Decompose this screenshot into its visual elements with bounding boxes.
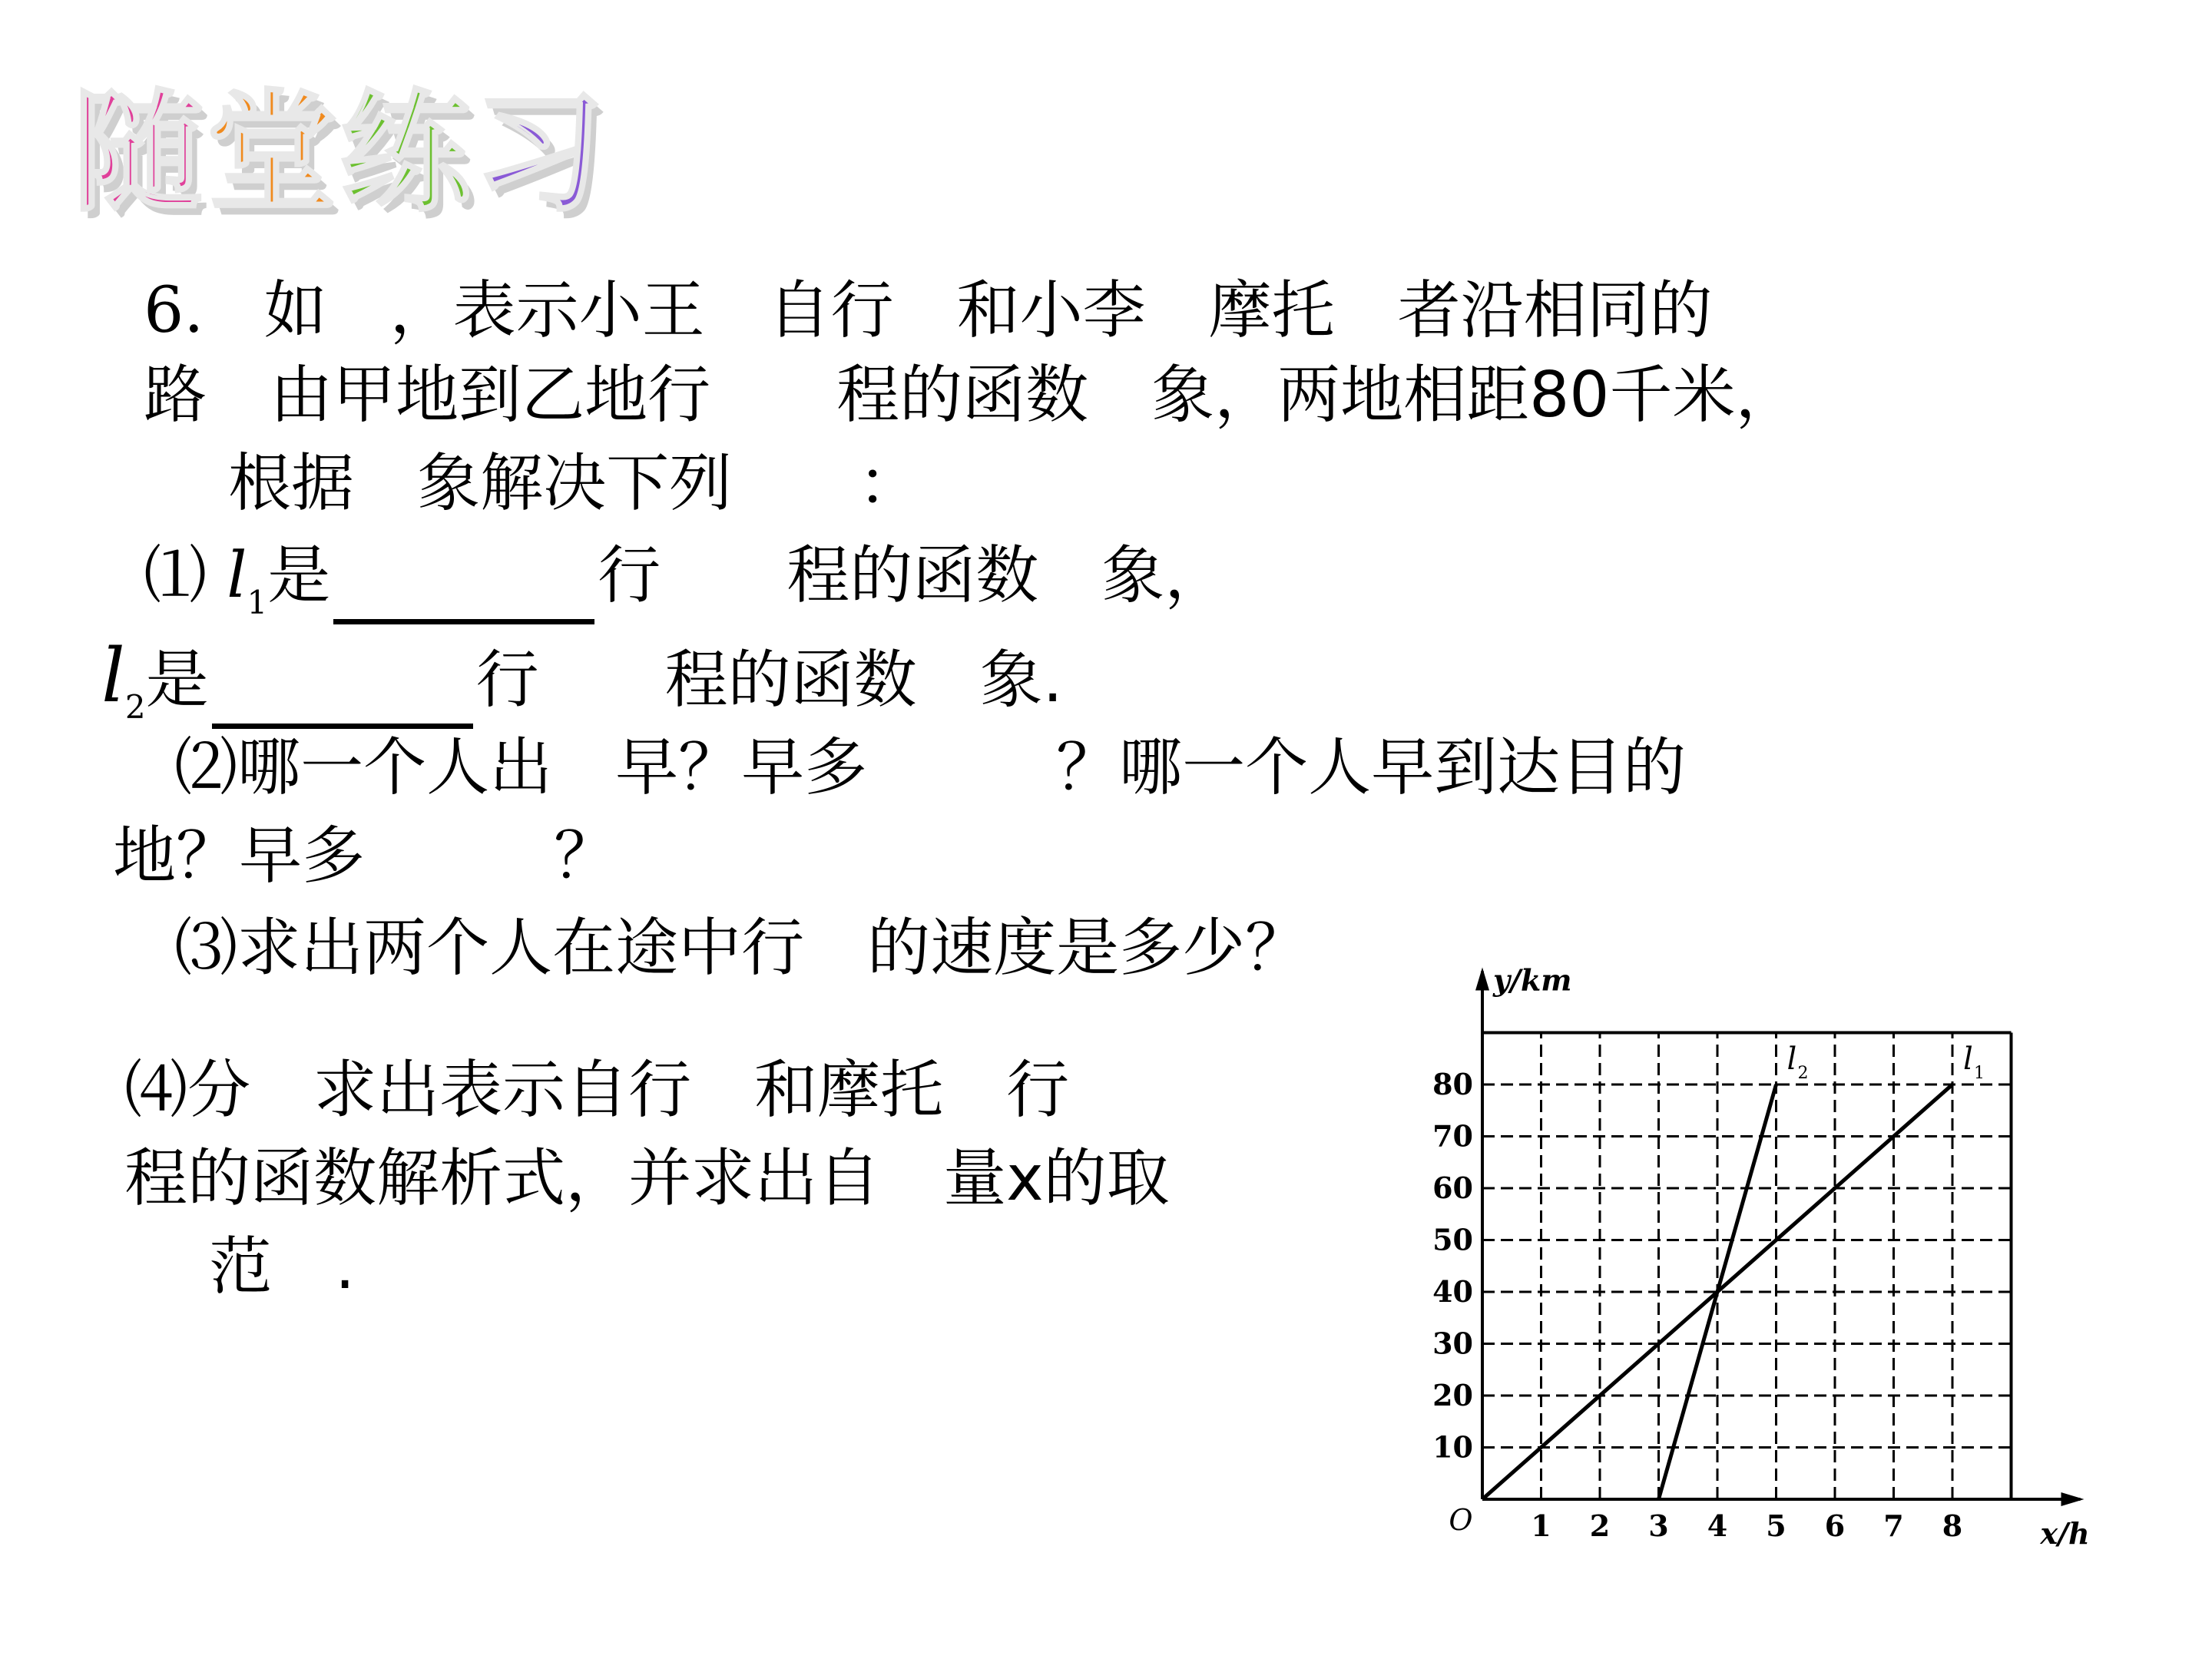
question-text: 程的函数解析式，并求出自 量x的取 [124,1142,1170,1215]
x-tick-label: 1 [1531,1508,1551,1543]
series-label-sub: 1 [1974,1064,1985,1083]
question-4-line-3 [169,1152,355,1306]
y-tick-label: 40 [1432,1274,1473,1309]
question-text: 是 [267,539,331,612]
x-tick-label: 3 [1648,1508,1669,1543]
x-tick-label: 2 [1589,1508,1611,1543]
series-label-l1: l [1963,1041,1973,1077]
l2-subscript: 2 [124,688,146,726]
distance-time-graph [1406,952,2097,1567]
x-axis-label: x/h [2040,1516,2090,1551]
y-tick-label: 50 [1432,1222,1473,1257]
problem-number: 6. [144,274,204,347]
y-tick-label: 10 [1432,1429,1473,1465]
x-axis-arrow [2061,1492,2085,1506]
question-text: 范 . [209,1230,356,1303]
question-1-label: ⑴ [144,539,207,612]
question-3 [134,833,1308,987]
y-axis-label: y/km [1493,962,1572,998]
title-char: 随 [73,78,207,230]
l2-symbol: l [101,633,125,719]
question-text: ⑵哪一个人出 早？早多 ？哪一个人早到达目的 [174,731,1687,804]
question-text: ⑷分 求出表示自行 和摩托 行 [124,1054,1070,1127]
x-tick-label: 7 [1883,1508,1904,1543]
question-text: 行 程的函数 象， [598,539,1228,612]
question-text: 是 [145,644,209,717]
question-text: ⑶求出两个人在途中行 的速度是多少？ [174,912,1309,985]
y-tick-label: 70 [1432,1118,1473,1154]
intro-text: 如 ，表示小王 自行 和小李 摩托 者沿相同的 [263,274,1713,347]
l1-subscript: 1 [247,584,268,621]
x-tick-label: 6 [1824,1508,1846,1543]
question-text: 行 程的函数 象. [475,644,1063,717]
y-tick-label: 30 [1432,1326,1473,1361]
x-tick-label: 4 [1707,1508,1728,1543]
title-char: 练 [340,78,475,230]
intro-text: 路 由甲地到乙地行 程的函数 象，两地相距80千米， [144,359,1799,432]
series-label-sub: 2 [1797,1064,1809,1083]
y-axis-arrow [1475,968,1489,991]
x-tick-label: 8 [1942,1508,1963,1543]
title-char: 习 [474,78,608,230]
y-tick-label: 60 [1432,1171,1473,1205]
l1-symbol: l [227,539,247,612]
y-tick-label: 20 [1432,1378,1473,1412]
title-char: 堂 [207,78,341,230]
y-tick-label: 80 [1432,1067,1473,1101]
series-label-l2: l [1786,1041,1797,1077]
question-text: 地？早多 ？ [113,820,618,892]
x-tick-label: 5 [1766,1508,1786,1543]
intro-text: 根据 象解决下列 ： [228,447,922,520]
origin-label: O [1449,1503,1473,1537]
